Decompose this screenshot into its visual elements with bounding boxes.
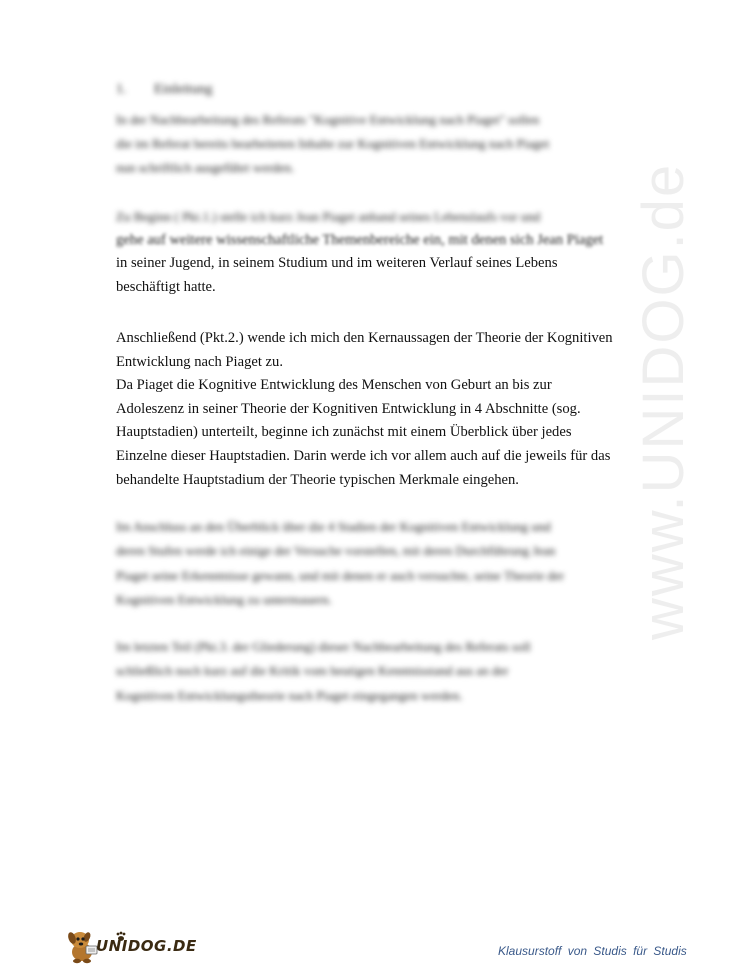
paragraph-line: Anschließend (Pkt.2.) wende ich mich den Kernaussagen der Theorie der Kognitiven (116, 330, 613, 346)
paragraph-line: beschäftigt hatte. (116, 278, 216, 295)
paragraph-line: Kognitiven Entwicklungstheorie nach Piaget eingegangen werden. (116, 687, 463, 703)
paragraph-line: Entwicklung nach Piaget zu. (116, 353, 283, 370)
paragraph-intro (116, 108, 586, 180)
paragraph-line: Im letzten Teil (Pkt.3. der Gliederung) dieser Nachbearbeitung des Referats soll (116, 639, 531, 654)
paragraph-line: Kognitiven Entwicklung zu untermauern. (116, 591, 332, 607)
section-number: 1. (116, 82, 127, 97)
paragraph-beginning (116, 205, 604, 299)
section-title: Einleitung (154, 82, 213, 97)
section-heading (116, 80, 212, 100)
footer-tagline: Klausurstoff von Studis für Studis (498, 944, 687, 958)
paragraph-line: behandelte Hauptstadium der Theorie typischen Merkmale eingehen. (116, 471, 519, 488)
paragraph-line: schließlich noch kurz auf die Kritik vom heutigen Kenntnisstand aus an der (116, 663, 509, 679)
paragraph-line: Da Piaget die Kognitive Entwicklung des Menschen von Geburt an bis zur (116, 377, 552, 394)
paragraph-line: Im Anschluss an den Überblick über die 4 Stadien der Kognitiven Entwicklung und (116, 519, 551, 534)
paragraph-line: Hauptstadien) unterteilt, beginne ich zunächst mit einem Überblick über jedes (116, 424, 572, 441)
paragraph-line: Adoleszenz in seiner Theorie der Kognitiven Entwicklung in 4 Abschnitte (sog. (116, 400, 581, 417)
watermark-text: www.UNIDOG.de (631, 162, 696, 640)
paragraph-line: Einzelne dieser Hauptstadien. Darin werde ich vor allem auch auf die jeweils für das (116, 447, 611, 464)
paragraph-line: in seiner Jugend, in seinem Studium und im weiteren Verlauf seines Lebens (116, 255, 558, 272)
paragraph-core (116, 327, 613, 492)
paragraph-line: nun schriftlich ausgeführt werden. (116, 160, 295, 175)
paragraph-experiments (116, 515, 586, 612)
paragraph-line: die im Referat bereits bearbeiteten Inhalte zur Kognitiven Entwicklung nach Piaget (116, 136, 550, 151)
paragraph-line: gehe auf weitere wissenschaftliche Themenbereiche ein, mit denen sich Jean Piaget (116, 231, 604, 248)
paragraph-line: Zu Beginn ( Pkt.1.) stelle ich kurz Jean Piaget anhand seines Lebenslaufs vor und (116, 209, 541, 224)
paragraph-line: Piaget seine Erkenntnisse gewann, und mit denen er auch versuchte, seine Theorie der (116, 567, 565, 583)
unidog-logo[interactable] (66, 928, 196, 964)
paragraph-line: In der Nachbearbeitung des Referats "Kognitive Entwicklung nach Piaget" sollen (116, 112, 540, 127)
paragraph-critique (116, 635, 586, 708)
dog-mascot-icon (66, 928, 100, 964)
logo-text: UNIDOG.DE (96, 937, 197, 955)
paragraph-line: deren Stufen werde ich einige der Versuche vorstellen, mit deren Durchführung Jean (116, 543, 556, 559)
